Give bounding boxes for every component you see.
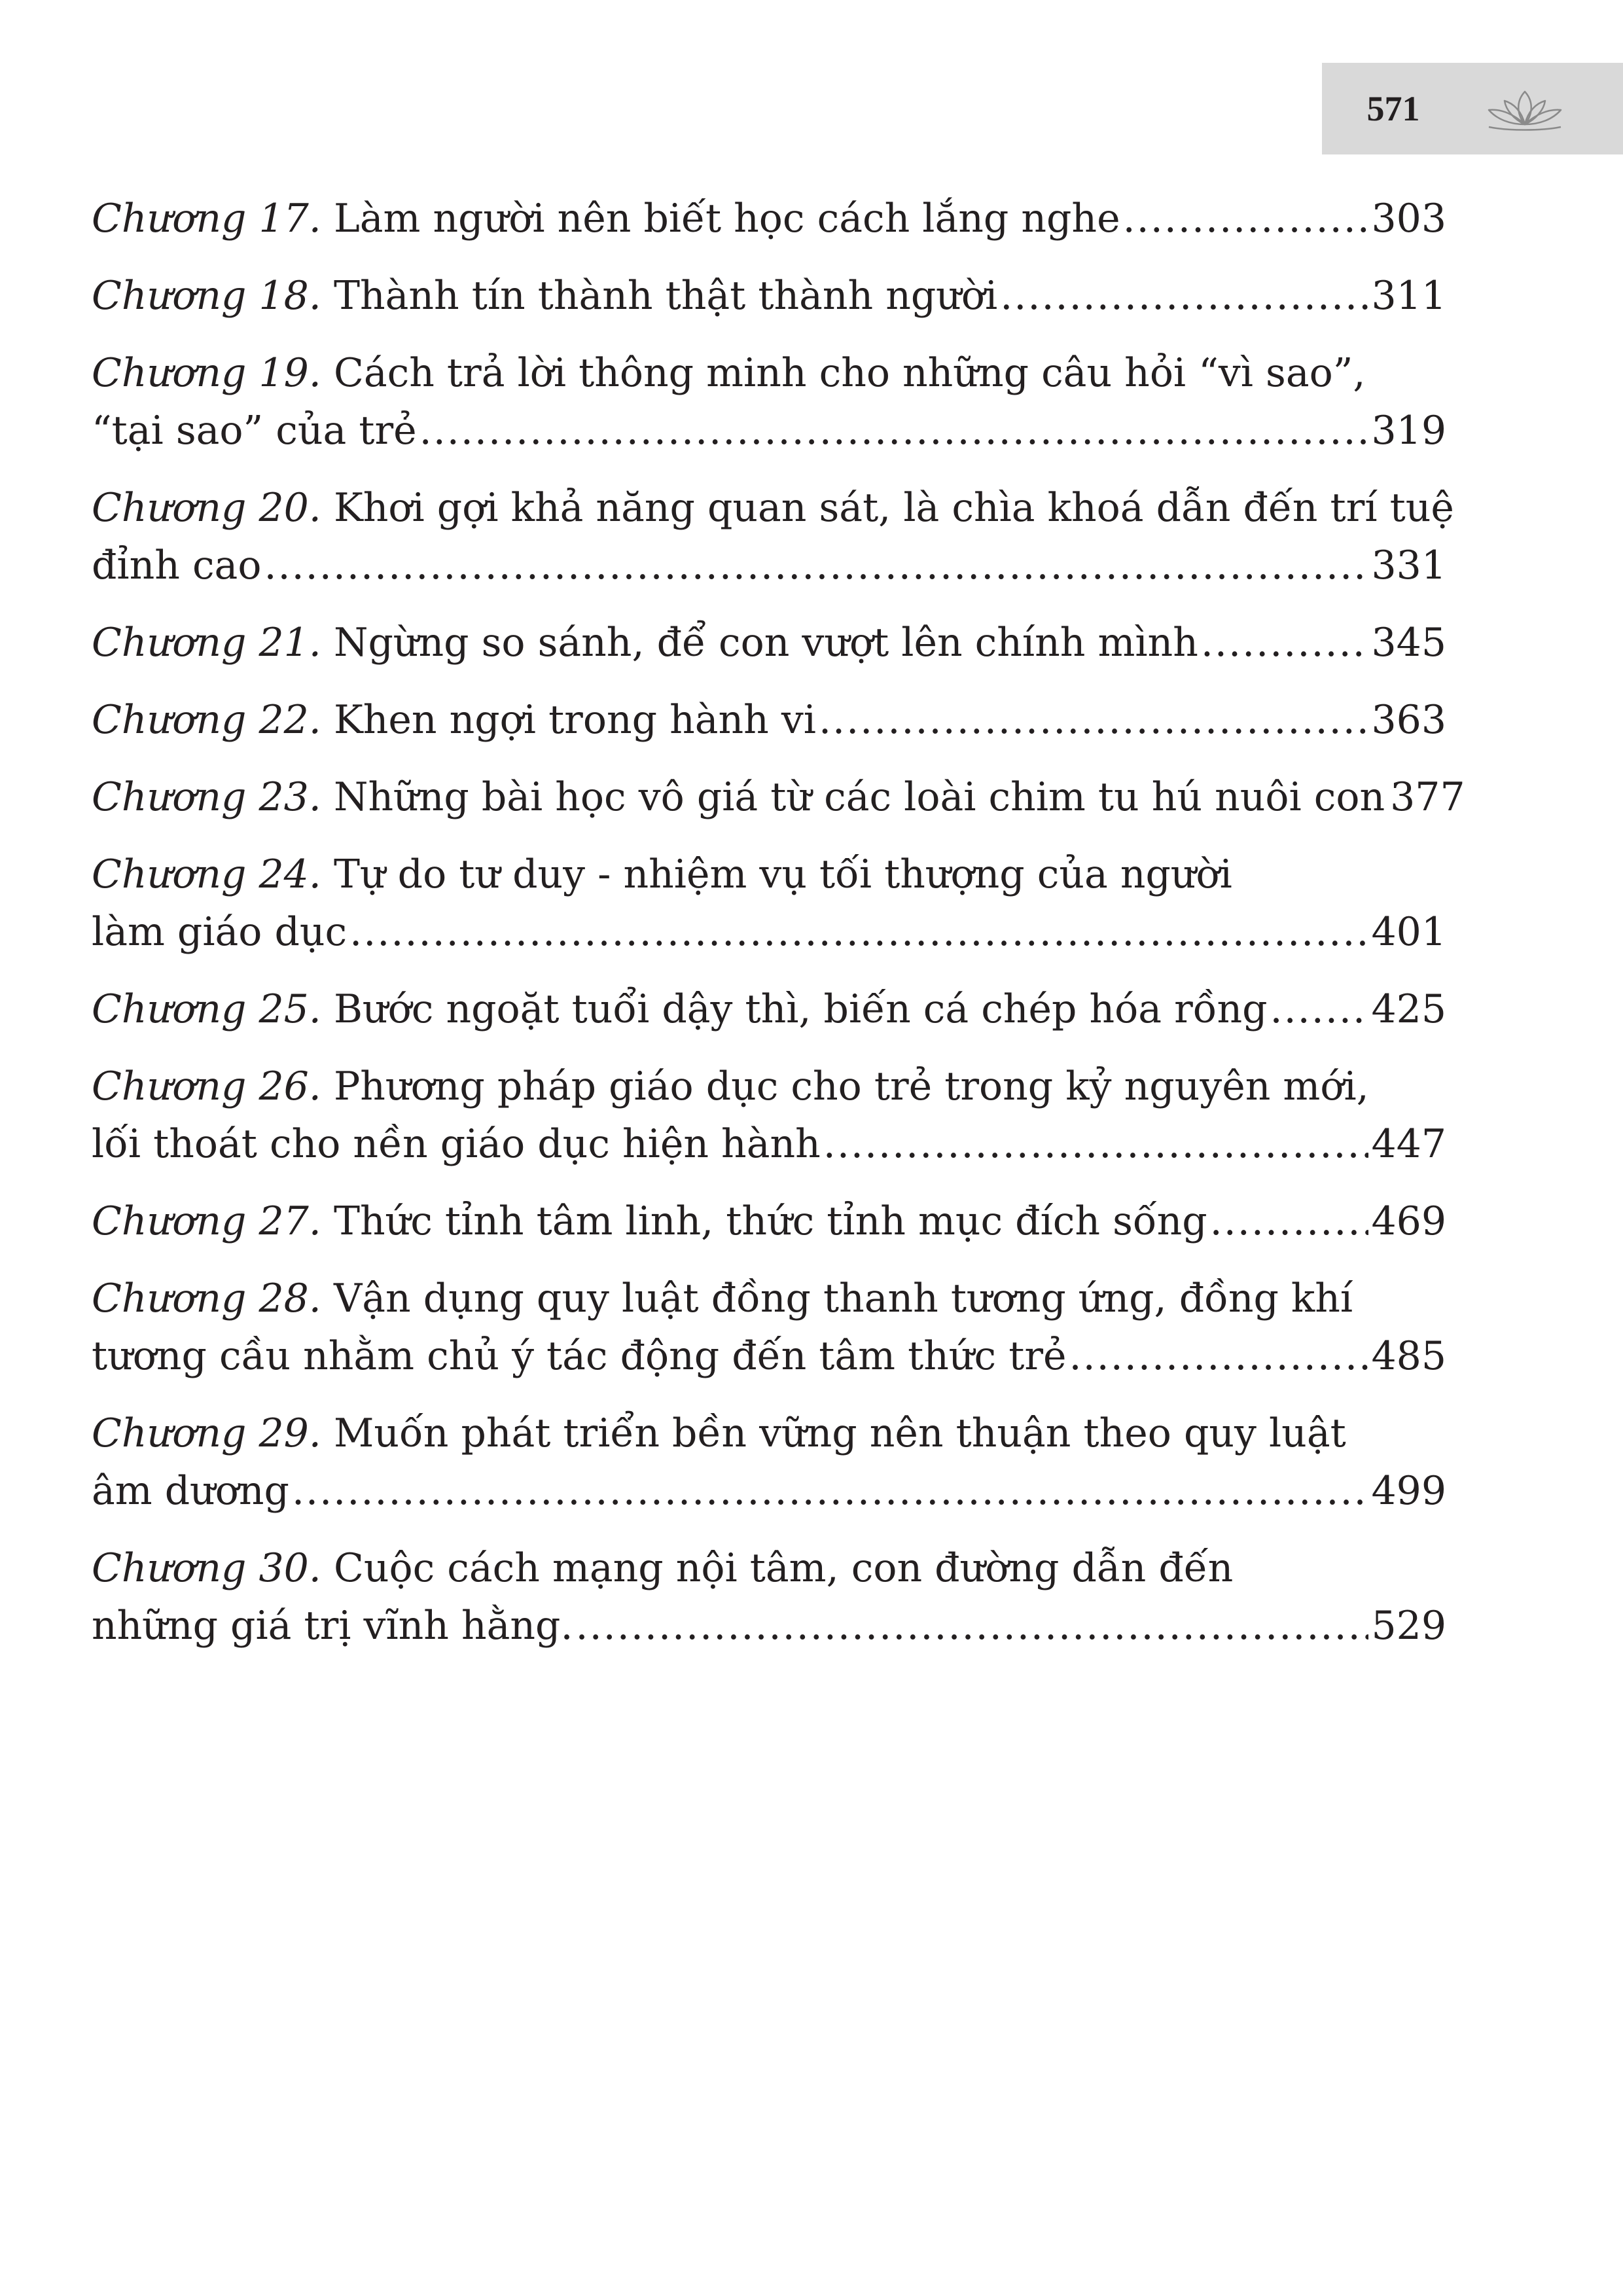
chapter-label: Chương 27.	[92, 1198, 321, 1244]
dot-leader	[349, 903, 1368, 961]
chapter-title: Những bài học vô giá từ các loài chim tu hú nuôi con	[333, 774, 1385, 820]
dot-leader	[1123, 190, 1369, 247]
toc-entry[interactable]	[92, 980, 1446, 1038]
toc-entry[interactable]	[92, 1058, 1446, 1173]
chapter-title: Cách trả lời thông minh cho những câu hỏi “vì sao”,	[333, 350, 1366, 396]
chapter-label: Chương 24.	[92, 852, 321, 897]
page-reference: 401	[1371, 909, 1446, 955]
chapter-label: Chương 29.	[92, 1410, 321, 1456]
chapter-label: Chương 28.	[92, 1276, 321, 1321]
toc-entry[interactable]	[92, 1193, 1446, 1250]
dot-leader	[576, 1597, 1369, 1655]
chapter-title: những giá trị vĩnh hằng.	[92, 1603, 573, 1649]
chapter-title: tương cầu nhằm chủ ý tác động đến tâm thức trẻ	[92, 1333, 1067, 1379]
toc-entry-line	[92, 1270, 1446, 1327]
dot-leader	[264, 537, 1368, 594]
chapter-title: Ngừng so sánh, để con vượt lên chính mình	[333, 620, 1198, 666]
toc-entry-line	[92, 768, 1465, 826]
toc-entry[interactable]	[92, 1539, 1446, 1655]
dot-leader	[1201, 614, 1369, 672]
toc-entry-line	[92, 267, 1446, 325]
chapter-title: “tại sao” của trẻ	[92, 408, 417, 454]
toc-entry-line	[92, 1539, 1446, 1597]
lotus-icon	[1476, 86, 1574, 132]
chapter-title: âm dương	[92, 1468, 289, 1514]
toc-entry-line	[92, 1115, 1446, 1173]
chapter-title: Phương pháp giáo dục cho trẻ trong kỷ nguyên mới,	[333, 1064, 1369, 1109]
toc-entry[interactable]	[92, 768, 1465, 826]
toc-entry-line	[92, 479, 1454, 537]
toc-entry[interactable]	[92, 344, 1446, 459]
dot-leader	[1210, 1193, 1369, 1250]
toc-entry[interactable]	[92, 691, 1446, 749]
chapter-label: Chương 19.	[92, 350, 321, 396]
chapter-title: Làm người nên biết học cách lắng nghe	[333, 196, 1120, 242]
chapter-label: Chương 21.	[92, 620, 321, 666]
toc-entry-line	[92, 537, 1446, 594]
toc-entry-line	[92, 1193, 1446, 1250]
chapter-label: Chương 26.	[92, 1064, 321, 1109]
toc-entry[interactable]	[92, 1270, 1446, 1385]
toc-entry-line	[92, 1405, 1446, 1462]
chapter-label: Chương 23.	[92, 774, 321, 820]
toc-entry-line	[92, 614, 1446, 672]
page-reference: 499	[1371, 1468, 1446, 1514]
toc-entry[interactable]	[92, 190, 1446, 247]
dot-leader	[1000, 267, 1368, 325]
toc-entry-line	[92, 1597, 1446, 1655]
page-reference: 377	[1390, 774, 1465, 820]
page-reference: 311	[1371, 273, 1446, 319]
page-reference: 345	[1371, 620, 1446, 666]
page-header-tab	[1322, 63, 1623, 154]
toc-entry-line	[92, 1327, 1446, 1385]
dot-leader	[1270, 980, 1369, 1038]
toc-entry-line	[92, 903, 1446, 961]
toc-entry[interactable]	[92, 614, 1446, 672]
chapter-title: Bước ngoặt tuổi dậy thì, biến cá chép hóa rồng	[333, 986, 1268, 1032]
chapter-title: Tự do tư duy - nhiệm vụ tối thượng của người	[333, 852, 1232, 897]
chapter-title: Cuộc cách mạng nội tâm, con đường dẫn đến	[333, 1545, 1234, 1591]
chapter-title: Thành tín thành thật thành người	[333, 273, 998, 319]
page-reference: 303	[1371, 196, 1446, 242]
toc-entry-line	[92, 190, 1446, 247]
toc-entry[interactable]	[92, 479, 1454, 594]
chapter-label: Chương 18.	[92, 273, 321, 319]
page-reference: 469	[1371, 1198, 1446, 1244]
toc-entry[interactable]	[92, 1405, 1446, 1520]
dot-leader	[819, 691, 1369, 749]
chapter-title: Muốn phát triển bền vững nên thuận theo quy luật	[333, 1410, 1346, 1456]
toc-entry[interactable]	[92, 846, 1446, 961]
toc-entry[interactable]	[92, 267, 1446, 325]
dot-leader	[292, 1462, 1369, 1520]
toc-entry-line	[92, 402, 1446, 459]
page-reference: 319	[1371, 408, 1446, 454]
page-reference: 363	[1371, 697, 1446, 743]
page-reference: 447	[1371, 1121, 1446, 1167]
chapter-title: lối thoát cho nền giáo dục hiện hành	[92, 1121, 821, 1167]
page-reference: 485	[1371, 1333, 1446, 1379]
chapter-title: Vận dụng quy luật đồng thanh tương ứng, đồng khí	[333, 1276, 1353, 1321]
chapter-title: Khen ngợi trong hành vi	[333, 697, 816, 743]
chapter-title: làm giáo dục	[92, 909, 348, 955]
chapter-title: đỉnh cao	[92, 543, 262, 588]
dot-leader	[823, 1115, 1369, 1173]
toc-entry-line	[92, 1462, 1446, 1520]
page-number: 571	[1366, 89, 1420, 128]
toc-entry-line	[92, 980, 1446, 1038]
chapter-label: Chương 22.	[92, 697, 321, 743]
page-reference: 331	[1371, 543, 1446, 588]
dot-leader	[419, 402, 1369, 459]
toc-entry-line	[92, 1058, 1446, 1115]
chapter-label: Chương 25.	[92, 986, 321, 1032]
dot-leader	[1069, 1327, 1369, 1385]
chapter-label: Chương 30.	[92, 1545, 321, 1591]
toc-entry-line	[92, 846, 1446, 903]
chapter-label: Chương 17.	[92, 196, 321, 242]
chapter-label: Chương 20.	[92, 485, 321, 531]
chapter-title: Thức tỉnh tâm linh, thức tỉnh mục đích sống	[333, 1198, 1207, 1244]
page-reference: 529	[1371, 1603, 1446, 1649]
toc-entry-line	[92, 344, 1446, 402]
toc-entry-line	[92, 691, 1446, 749]
chapter-title: Khơi gợi khả năng quan sát, là chìa khoá dẫn đến trí tuệ	[333, 485, 1454, 531]
page-reference: 425	[1371, 986, 1446, 1032]
table-of-contents	[92, 190, 1465, 1674]
